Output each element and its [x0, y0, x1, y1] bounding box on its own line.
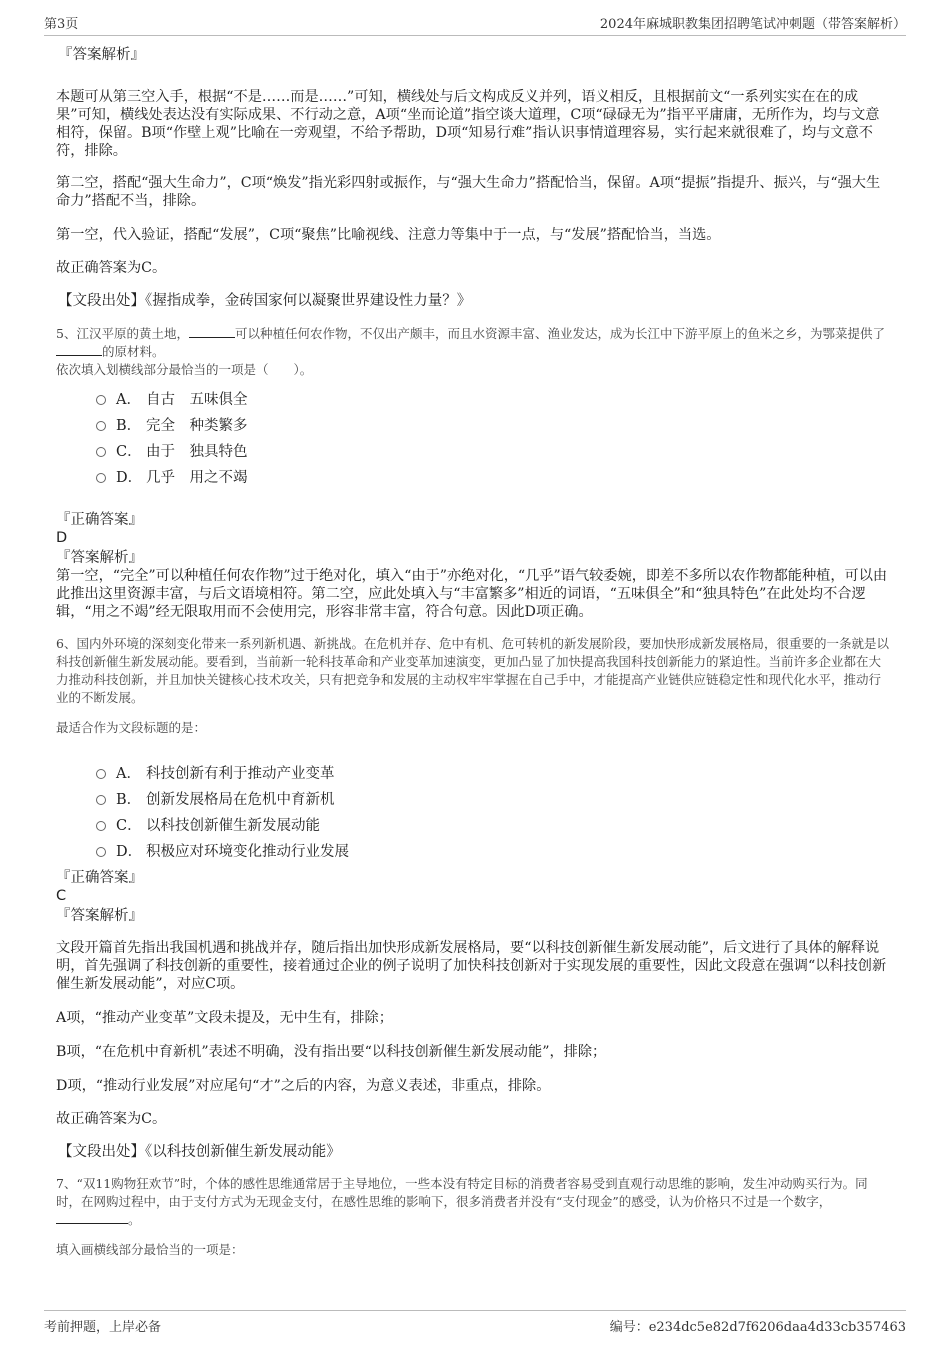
option-text: 几乎 用之不竭	[146, 469, 248, 486]
question-text-part: 。	[128, 1212, 141, 1227]
analysis-paragraph: 第一空，“完全”可以种植任何农作物”过于绝对化，填入“由于”亦绝对化，“几乎”语气较委婉，即差不多所以农作物都能种植，可以由此推出这里资源丰富，与后文语境相符。第二空，应此处填入与“丰富繁多”相近的词语，“五味俱全”和“独具特色”在此处均不合逻辑，“用之不竭”经无限取用而不会使用完，形容非常丰富，符合句意。因此D项正确。	[56, 568, 888, 620]
analysis-paragraph: A项，“推动产业变革”文段未提及，无中生有，排除；	[56, 1010, 393, 1026]
option-text: 由于 独具特色	[146, 443, 248, 460]
question-text	[56, 1175, 892, 1229]
option-d[interactable]	[96, 463, 892, 489]
question-prompt: 最适合作为文段标题的是：	[56, 720, 207, 735]
radio-icon[interactable]	[96, 847, 106, 857]
page-number: 第3页	[44, 17, 79, 32]
fill-blank	[189, 337, 235, 338]
question-text: 6、国内外环境的深刻变化带来一系列新机遇、新挑战。在危机并存、危中有机、危可转机的新发展阶段，要加快形成新发展格局，很重要的一条就是以科技创新催生新发展动能。要看到，当前新一轮科技革命和产业变革加速演变，更加凸显了加快提高我国科技创新能力的紧迫性。当前许多企业都在大力推动科技创新，并且加快关键核心技术攻关，只有把竞争和发展的主动权牢牢掌握在自己手中，才能提高产业链供应链稳定性和现代化水平，推动行业的不断发展。	[56, 636, 889, 705]
question-4-analysis	[56, 46, 892, 310]
fill-blank	[56, 355, 102, 356]
question-prompt: 依次填入划横线部分最恰当的一项是（ ）。	[56, 362, 313, 377]
option-a[interactable]	[96, 385, 892, 411]
question-7	[56, 1175, 892, 1259]
analysis-label: 『答案解析』	[56, 550, 143, 566]
question-5	[56, 325, 892, 621]
document-id: 编号：e234dc5e82d7f6206daa4d33cb357463	[609, 1320, 906, 1335]
radio-icon[interactable]	[96, 821, 106, 831]
option-text: 创新发展格局在危机中育新机	[146, 791, 335, 808]
page-header	[44, 10, 906, 36]
option-text: 积极应对环境变化推动行业发展	[146, 843, 349, 860]
option-letter: B．	[116, 417, 142, 434]
analysis-paragraph: 文段开篇首先指出我国机遇和挑战并存，随后指出加快形成新发展格局，要“以科技创新催生新发展动能”，后文进行了具体的解释说明，首先强调了科技创新的重要性，接着通过企业的例子说明了加快科技创新对于实现发展的重要性，因此文段意在强调“以科技创新催生新发展动能”，对应C项。	[56, 940, 887, 992]
option-list	[96, 385, 892, 489]
document-title: 2024年麻城职教集团招聘笔试冲刺题（带答案解析）	[599, 17, 906, 32]
option-a[interactable]	[96, 759, 892, 785]
correct-answer-value: D	[56, 530, 68, 546]
question-text-part: 的原材料。	[102, 344, 165, 359]
analysis-label: 『答案解析』	[56, 908, 143, 924]
question-text	[56, 325, 892, 361]
analysis-conclusion: 故正确答案为C。	[56, 1111, 167, 1127]
analysis-paragraph: 本题可从第三空入手，根据“不是……而是……”可知，横线处与后文构成反义并列，语义相反，且根据前文“一系列实实在在的成果”可知，横线处表达没有实际成果、不行动之意，A项“坐而论道”指空谈大道理，C项“碌碌无为”指平平庸庸，无所作为，均与文意相符，保留。B项“作壁上观”比喻在一旁观望，不给予帮助，D项“知易行难”指认识事情道理容易，实行起来就很难了，均与文意不符，排除。	[56, 89, 880, 159]
analysis-label: 『答案解析』	[58, 47, 145, 63]
analysis-conclusion: 故正确答案为C。	[56, 260, 167, 276]
option-c[interactable]	[96, 811, 892, 837]
radio-icon[interactable]	[96, 473, 106, 483]
source-citation: 【文段出处】《握指成拳，金砖国家何以凝聚世界建设性力量？》	[58, 293, 472, 309]
radio-icon[interactable]	[96, 395, 106, 405]
option-letter: A．	[116, 765, 141, 782]
page-content	[56, 46, 892, 1265]
source-citation: 【文段出处】《以科技创新催生新发展动能》	[58, 1144, 341, 1160]
question-6	[56, 635, 892, 1161]
question-text-part: 5、江汉平原的黄土地，	[56, 326, 189, 341]
option-c[interactable]	[96, 437, 892, 463]
option-b[interactable]	[96, 411, 892, 437]
radio-icon[interactable]	[96, 447, 106, 457]
option-letter: C．	[116, 817, 142, 834]
option-letter: A．	[116, 391, 141, 408]
footer-slogan: 考前押题，上岸必备	[44, 1320, 162, 1335]
option-text: 自古 五味俱全	[146, 391, 248, 408]
option-letter: B．	[116, 791, 142, 808]
analysis-paragraph: 第二空，搭配“强大生命力”，C项“焕发”指光彩四射或振作，与“强大生命力”搭配恰当，保留。A项“提振”指提升、振兴，与“强大生命力”搭配不当，排除。	[56, 175, 881, 209]
fill-blank	[56, 1223, 128, 1224]
analysis-paragraph: B项，“在危机中育新机”表述不明确，没有指出要“以科技创新催生新发展动能”，排除；	[56, 1044, 607, 1060]
correct-answer-label: 『正确答案』	[56, 512, 143, 528]
option-text: 以科技创新催生新发展动能	[146, 817, 320, 834]
correct-answer-value: C	[56, 888, 67, 904]
option-text: 完全 种类繁多	[146, 417, 248, 434]
option-letter: D．	[116, 843, 143, 860]
option-text: 科技创新有利于推动产业变革	[146, 765, 335, 782]
question-text-part: 可以种植任何农作物，不仅出产颇丰，而且水资源丰富、渔业发达，成为长江中下游平原上的鱼米之乡，为鄂菜提供了	[234, 326, 885, 341]
question-prompt: 填入画横线部分最恰当的一项是：	[56, 1242, 244, 1257]
option-d[interactable]	[96, 837, 892, 863]
option-letter: D．	[116, 469, 143, 486]
analysis-paragraph: D项，“推动行业发展”对应尾句“才”之后的内容，为意义表述，非重点，排除。	[56, 1078, 551, 1094]
option-list	[96, 759, 892, 863]
question-text-part: 7、“双11购物狂欢节”时，个体的感性思维通常居于主导地位，一些本没有特定目标的消费者容易受到直观行动思维的影响，发生冲动购买行为。同时，在网购过程中，由于支付方式为无现金支付，在感性思维的影响下，很多消费者并没有“支付现金”的感受，认为价格只不过是一个数字，	[56, 1176, 868, 1209]
correct-answer-label: 『正确答案』	[56, 870, 143, 886]
radio-icon[interactable]	[96, 795, 106, 805]
radio-icon[interactable]	[96, 769, 106, 779]
analysis-paragraph: 第一空，代入验证，搭配“发展”，C项“聚焦”比喻视线、注意力等集中于一点，与“发展”搭配恰当，当选。	[56, 227, 721, 243]
page-footer	[44, 1310, 906, 1335]
option-b[interactable]	[96, 785, 892, 811]
radio-icon[interactable]	[96, 421, 106, 431]
option-letter: C．	[116, 443, 142, 460]
